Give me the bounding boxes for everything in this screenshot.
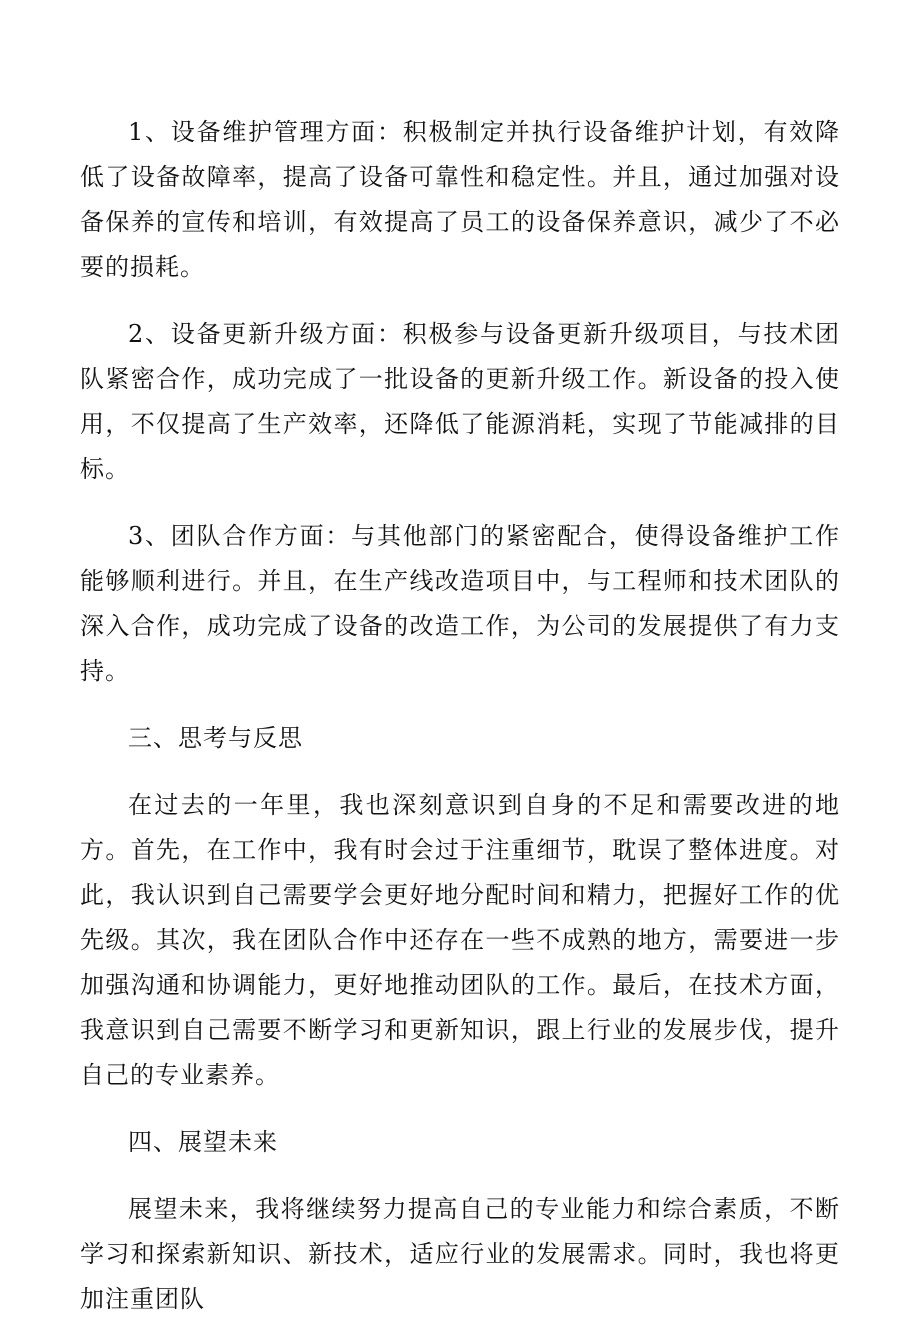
paragraph-reflection: 在过去的一年里，我也深刻意识到自身的不足和需要改进的地方。首先，在工作中，我有时会过于注重细节，耽误了整体进度。对此，我认识到自己需要学会更好地分配时间和精力，把握好工作的优先级。其次，我在团队合作中还存在一些不成熟的地方，需要进一步加强沟通和协调能力，更好地推动团队的工作。最后，在技术方面，我意识到自己需要不断学习和更新知识，跟上行业的发展步伐，提升自己的专业素养。: [80, 791, 840, 1089]
paragraph-equipment-upgrade: 2、设备更新升级方面：积极参与设备更新升级项目，与技术团队紧密合作，成功完成了一批设备的更新升级工作。新设备的投入使用，不仅提高了生产效率，还降低了能源消耗，实现了节能减排的目标。: [80, 320, 840, 483]
paragraph-teamwork: 3、团队合作方面：与其他部门的紧密配合，使得设备维护工作能够顺利进行。并且，在生产线改造项目中，与工程师和技术团队的深入合作，成功完成了设备的改造工作，为公司的发展提供了有力支持。: [80, 522, 840, 685]
section-heading-reflection: 三、思考与反思: [128, 724, 303, 752]
paragraph-equipment-maintenance: 1、设备维护管理方面：积极制定并执行设备维护计划，有效降低了设备故障率，提高了设备可靠性和稳定性。并且，通过加强对设备保养的宣传和培训，有效提高了员工的设备保养意识，减少了不必要的损耗。: [80, 118, 840, 281]
paragraph-outlook: 展望未来，我将继续努力提高自己的专业能力和综合素质，不断学习和探索新知识、新技术，适应行业的发展需求。同时，我也将更加注重团队: [80, 1195, 840, 1313]
document-page: [80, 110, 840, 1344]
section-heading-outlook: 四、展望未来: [128, 1128, 278, 1156]
